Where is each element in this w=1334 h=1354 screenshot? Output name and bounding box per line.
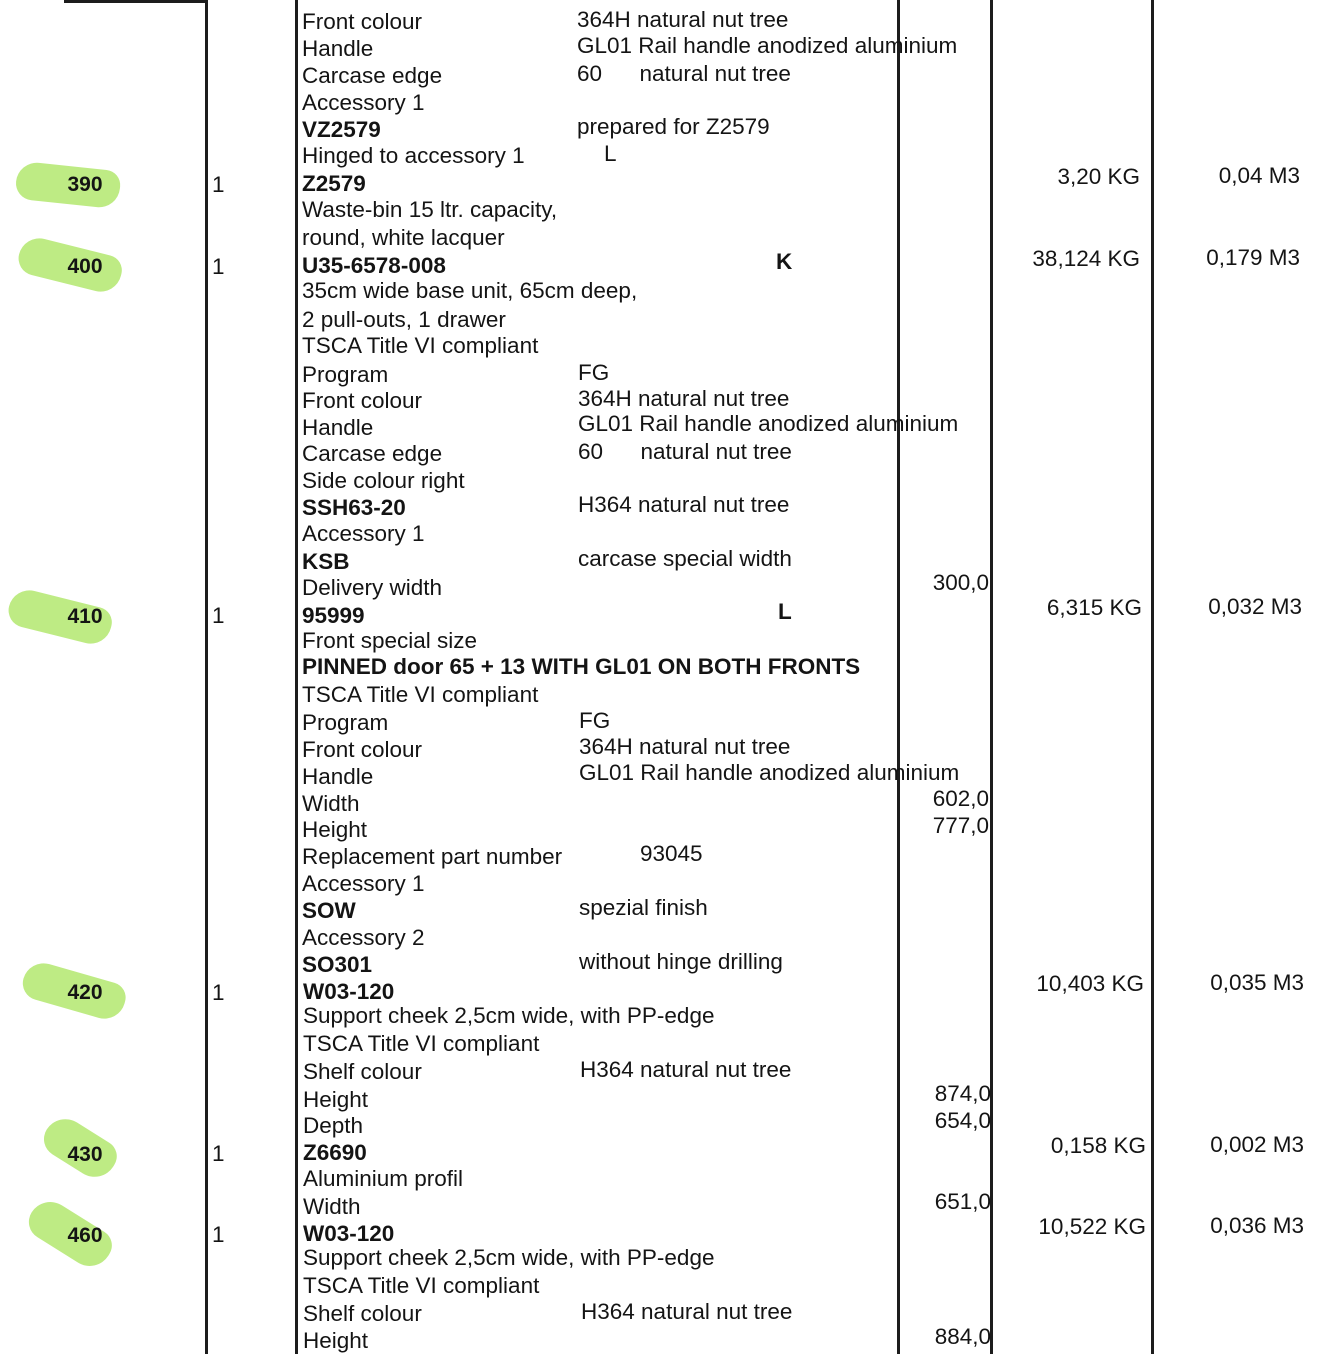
article-description: 35cm wide base unit, 65cm deep, — [302, 278, 638, 303]
volume: 0,035 M3 — [1210, 970, 1304, 995]
article-code: SOW — [302, 898, 356, 923]
weight: 3,20 KG — [1057, 164, 1140, 189]
position-number: 460 — [67, 1224, 103, 1247]
spec-label: Program — [302, 710, 389, 735]
quantity: 1 — [212, 254, 225, 279]
spec-label: Width — [302, 791, 360, 816]
article-code: SSH63-20 — [302, 495, 406, 520]
spec-value: FG — [579, 708, 611, 733]
quantity: 1 — [212, 172, 225, 197]
spec-value: GL01 Rail handle anodized aluminium — [578, 411, 959, 436]
spec-value: 364H natural nut tree — [577, 7, 789, 32]
article-code: W03-120 — [303, 1221, 395, 1246]
article-code: W03-120 — [303, 979, 395, 1004]
article-code: KSB — [302, 549, 350, 574]
position-number: 410 — [67, 605, 103, 628]
dimension-value: 300,0 — [932, 570, 989, 595]
quantity: 1 — [212, 980, 225, 1005]
article-description: TSCA Title VI compliant — [302, 682, 539, 707]
special-note: PINNED door 65 + 13 WITH GL01 ON BOTH FRONTS — [302, 654, 861, 679]
spec-value: H364 natural nut tree — [578, 492, 790, 517]
spec-label: Accessory 2 — [302, 925, 425, 950]
weight: 38,124 KG — [1032, 246, 1140, 271]
spec-value: FG — [578, 360, 610, 385]
column-divider-volume — [1151, 0, 1154, 1354]
volume: 0,002 M3 — [1210, 1132, 1304, 1157]
spec-value: H364 natural nut tree — [580, 1057, 792, 1082]
spec-label: Accessory 1 — [302, 90, 425, 115]
position-number: 390 — [67, 173, 103, 196]
spec-value: spezial finish — [579, 895, 708, 920]
column-divider-description — [295, 0, 298, 1354]
dimension-value: 602,0 — [932, 786, 989, 811]
article-description: Front special size — [302, 628, 478, 653]
spec-value: without hinge drilling — [579, 949, 783, 974]
spec-label: Shelf colour — [303, 1301, 422, 1326]
article-description: TSCA Title VI compliant — [303, 1273, 540, 1298]
weight: 0,158 KG — [1050, 1133, 1146, 1158]
article-code: SO301 — [302, 952, 373, 977]
quantity: 1 — [212, 1141, 225, 1166]
spec-value: 93045 — [640, 841, 703, 866]
article-code: Z6690 — [303, 1140, 367, 1165]
position-number: 400 — [67, 255, 103, 278]
spec-label: Front colour — [302, 737, 423, 762]
spec-label: Handle — [302, 36, 374, 61]
spec-value: 60 natural nut tree — [578, 439, 792, 464]
spec-value: 364H natural nut tree — [578, 386, 790, 411]
spec-label: Replacement part number — [302, 844, 563, 869]
article-code: 95999 — [302, 603, 365, 628]
article-description: TSCA Title VI compliant — [303, 1031, 540, 1056]
spec-value: prepared for Z2579 — [577, 114, 770, 139]
hinge-side-code: L — [778, 599, 792, 624]
spec-label: Height — [302, 817, 368, 842]
spec-value: 364H natural nut tree — [579, 734, 791, 759]
volume: 0,032 M3 — [1208, 594, 1302, 619]
article-description: round, white lacquer — [302, 225, 505, 250]
spec-label: Handle — [302, 415, 374, 440]
spec-label: Delivery width — [302, 575, 443, 600]
spec-label: Front colour — [302, 9, 423, 34]
volume: 0,036 M3 — [1210, 1213, 1304, 1238]
spec-label: Accessory 1 — [302, 871, 425, 896]
article-description: TSCA Title VI compliant — [302, 333, 539, 358]
article-code: Z2579 — [302, 171, 366, 196]
article-description: Support cheek 2,5cm wide, with PP-edge — [303, 1003, 715, 1028]
spec-value: H364 natural nut tree — [581, 1299, 793, 1324]
position-number: 430 — [67, 1143, 103, 1166]
column-divider-dimension — [897, 0, 900, 1354]
spec-value: GL01 Rail handle anodized aluminium — [579, 760, 960, 785]
spec-label: Carcase edge — [302, 63, 443, 88]
weight: 6,315 KG — [1046, 595, 1142, 620]
spec-value: GL01 Rail handle anodized aluminium — [577, 33, 958, 58]
position-number: 420 — [67, 981, 103, 1004]
quantity: 1 — [212, 603, 225, 628]
spec-label: Depth — [303, 1113, 364, 1138]
dimension-value: 884,0 — [934, 1324, 991, 1349]
dimension-value: 654,0 — [934, 1108, 991, 1133]
hinge-side-code: K — [776, 249, 793, 274]
spec-label: Height — [303, 1087, 369, 1112]
volume: 0,179 M3 — [1206, 245, 1300, 270]
dimension-value: 874,0 — [934, 1081, 991, 1106]
spec-value: carcase special width — [578, 546, 792, 571]
spec-value: 60 natural nut tree — [577, 61, 791, 86]
article-description: Waste-bin 15 ltr. capacity, — [302, 197, 558, 222]
dimension-value: 651,0 — [934, 1189, 991, 1214]
spec-label: Hinged to accessory 1 — [302, 143, 525, 168]
article-code: VZ2579 — [302, 117, 381, 142]
column-divider-weight — [990, 0, 993, 1354]
quantity: 1 — [212, 1222, 225, 1247]
weight: 10,522 KG — [1038, 1214, 1146, 1239]
article-description: Support cheek 2,5cm wide, with PP-edge — [303, 1245, 715, 1270]
spec-label: Carcase edge — [302, 441, 443, 466]
weight: 10,403 KG — [1036, 971, 1144, 996]
spec-label: Height — [303, 1328, 369, 1353]
table-top-rule — [64, 0, 206, 3]
spec-label: Side colour right — [302, 468, 465, 493]
spec-label: Front colour — [302, 388, 423, 413]
article-code: U35-6578-008 — [302, 253, 446, 278]
spec-label: Shelf colour — [303, 1059, 422, 1084]
article-description: Aluminium profil — [303, 1166, 464, 1191]
article-description: 2 pull-outs, 1 drawer — [302, 307, 506, 332]
column-divider-qty — [205, 0, 208, 1354]
dimension-value: 777,0 — [932, 813, 989, 838]
spec-label: Width — [303, 1194, 361, 1219]
volume: 0,04 M3 — [1218, 163, 1300, 188]
spec-label: Handle — [302, 764, 374, 789]
spec-value: L — [604, 141, 617, 166]
spec-label: Accessory 1 — [302, 521, 425, 546]
spec-label: Program — [302, 362, 389, 387]
